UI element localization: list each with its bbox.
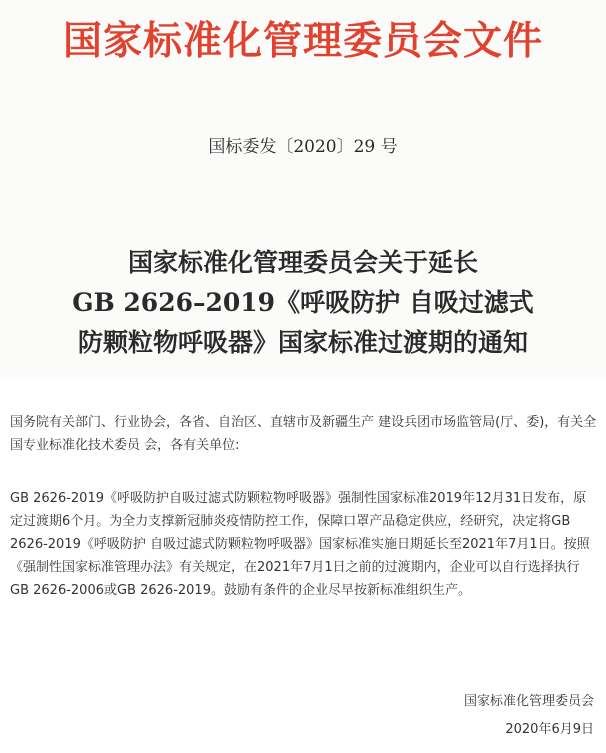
document-header-title: 国家标准化管理委员会文件 — [62, 18, 543, 64]
addressee-paragraph: 国务院有关部门、行业协会，各省、自治区、直辖市及新疆生产 建设兵团市场监管局(厅、委)，有关全国专业标准化技术委员 会，各有关单位: — [10, 415, 597, 453]
notice-title-line-3: 防颗粒物呼吸器》国家标准过渡期的通知 — [77, 328, 528, 357]
notice-title-line-1: 国家标准化管理委员会关于延长 — [127, 248, 478, 277]
signature-date: 2020年6月9日 — [505, 722, 594, 737]
document-number: 国标委发〔2020〕29 号 — [208, 137, 398, 157]
notice-title-line-2: GB 2626–2019《呼吸防护 自吸过滤式 — [72, 288, 534, 317]
notice-title — [0, 243, 606, 363]
main-paragraph: GB 2626-2019《呼吸防护自吸过滤式防颗粒物呼吸器》强制性国家标准2019年12月31日发布，原定过渡期6个月。为全力支撑新冠肺炎疫情防控工作，保障口罩产品稳定供应，经研究，决定将GB 2626-2019《呼吸防护 自吸过滤式防颗粒物呼吸器》国家标准实施日期延长至2021年7月1日。按照《强制性国家标准管理办法》有关规定，在2021年7月1日之前的过渡期内，企业可以自行选择执行GB 2626-2006或GB 2626-2019。鼓励有条件的企业尽早按新标准组织生产。 — [10, 491, 590, 598]
signature-organization: 国家标准化管理委员会 — [463, 694, 594, 709]
